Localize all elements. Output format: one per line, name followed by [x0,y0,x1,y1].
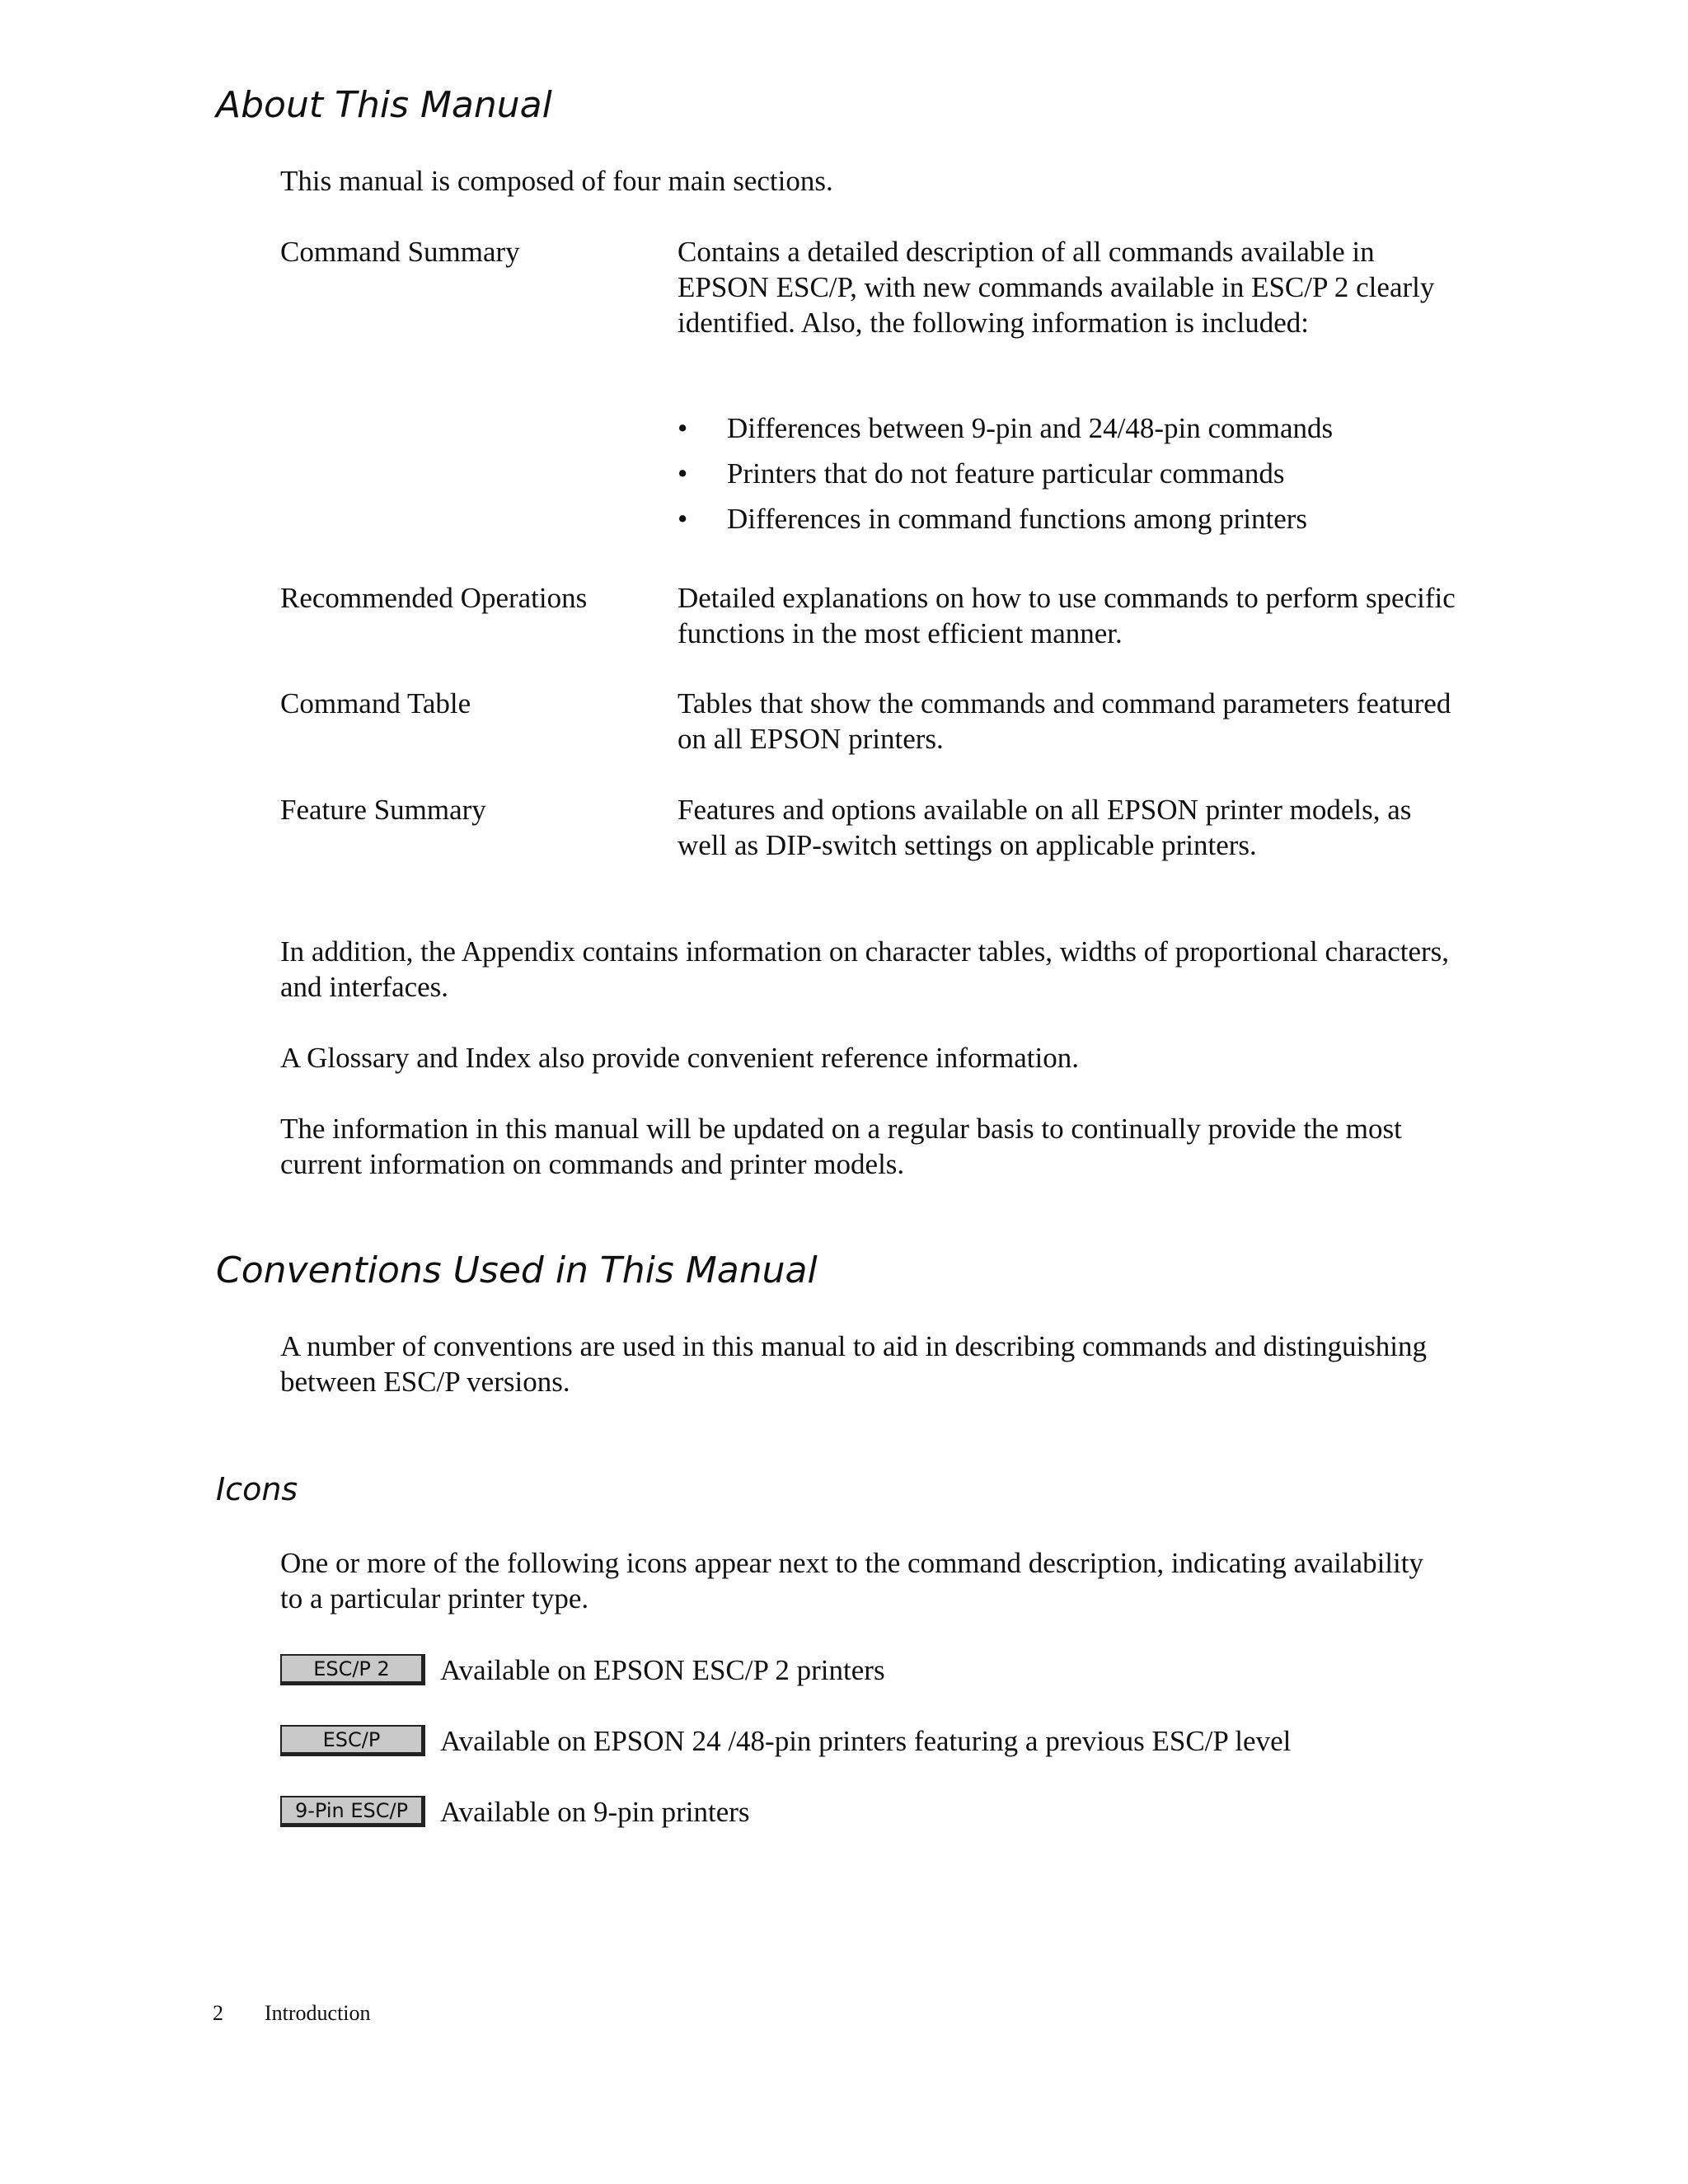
icons-intro: One or more of the following icons appear next to the command description, indicating availability to a particular printer type. [280,1547,1423,1615]
page-footer [213,2001,371,2026]
bullet-icon: • [678,503,688,535]
icon-row-escp2 [280,1650,885,1690]
icon-description: Available on EPSON 24 /48-pin printers featuring a previous ESC/P level [440,1724,1292,1757]
bullet-text: Differences in command functions among printers [727,503,1308,535]
chapter-name: Introduction [265,2001,371,2025]
bullet-icon: • [678,412,688,444]
escp-badge-icon: ESC/P [280,1725,425,1756]
section-term-recommended-operations: Recommended Operations [280,582,588,614]
about-intro: This manual is composed of four main sections. [280,165,833,197]
section-desc-feature-summary: Features and options available on all EPSON printer models, as well as DIP-switch settings on applicable printers. [678,794,1412,861]
section-term-command-summary: Command Summary [280,236,520,268]
page-number: 2 [213,2001,223,2025]
section-term-command-table: Command Table [280,687,471,719]
icon-description: Available on EPSON ESC/P 2 printers [440,1653,885,1686]
updates-paragraph: The information in this manual will be updated on a regular basis to continually provide the most current information on commands and printer models. [280,1113,1402,1180]
conventions-heading: Conventions Used in This Manual [216,1249,818,1291]
about-heading: About This Manual [216,84,552,126]
section-desc-recommended-operations: Detailed explanations on how to use commands to perform specific functions in the most efficient manner. [678,582,1456,649]
icon-row-9pin [280,1792,750,1831]
conventions-intro: A number of conventions are used in this manual to aid in describing commands and distinguishing between ESC/P versions. [280,1330,1428,1398]
bullet-text: Printers that do not feature particular commands [727,457,1285,490]
glossary-paragraph: A Glossary and Index also provide convenient reference information. [280,1042,1079,1074]
escp2-badge-icon: ESC/P 2 [280,1654,425,1685]
icon-description: Available on 9-pin printers [440,1795,750,1828]
appendix-paragraph: In addition, the Appendix contains information on character tables, widths of proportional characters, and interfaces. [280,935,1450,1003]
icon-row-escp [280,1721,1291,1760]
icons-heading: Icons [216,1471,298,1507]
bullet-text: Differences between 9-pin and 24/48-pin commands [727,412,1334,444]
command-summary-bullet-list [678,410,1461,546]
bullet-item [678,456,1461,491]
bullet-item [678,410,1461,446]
bullet-icon: • [678,457,688,490]
section-term-feature-summary: Feature Summary [280,794,486,826]
bullet-item [678,501,1461,537]
9pin-escp-badge-icon: 9-Pin ESC/P [280,1796,425,1827]
section-desc-command-summary: Contains a detailed description of all commands available in EPSON ESC/P, with new commands available in ESC/P 2 clearly identified. Also, the following information is included: [678,236,1435,339]
section-desc-command-table: Tables that show the commands and command parameters featured on all EPSON printers. [678,687,1451,755]
